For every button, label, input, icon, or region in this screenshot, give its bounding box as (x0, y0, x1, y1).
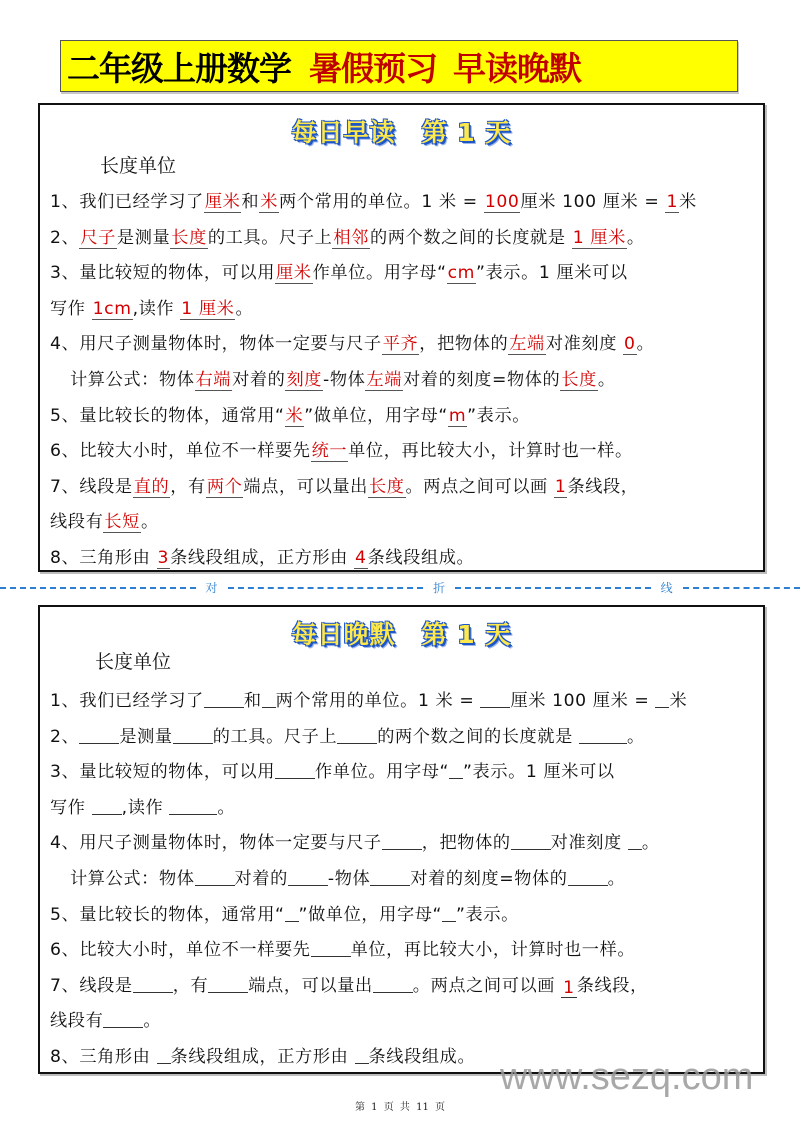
fill-blank[interactable] (195, 866, 235, 886)
line-text: -物体 (327, 868, 371, 889)
answer-text: 1 厘米 (181, 298, 235, 319)
line-text: 。 (641, 833, 660, 854)
line-text: 1、我们已经学习了 (50, 691, 204, 711)
line-text: 2、 (50, 726, 80, 747)
answer-text: 尺子 (80, 227, 116, 248)
fill-blank[interactable] (449, 759, 463, 779)
line-text: 。 (235, 298, 254, 319)
line-text: 两个常用的单位。1 米 = (279, 192, 484, 212)
fill-blank[interactable] (275, 759, 315, 779)
line-text: 5、量比较长的物体，通常用“ (50, 904, 285, 925)
answer-text: 统一 (311, 441, 348, 462)
line-text: 8、三角形由 (50, 1046, 157, 1067)
line-text: 计算公式：物体 (70, 369, 195, 390)
evening-title-day: 第 1 天 (421, 620, 512, 649)
answer-text: 直的 (133, 476, 170, 497)
line-text: 1、我们已经学习了 (50, 192, 204, 212)
text-line (50, 185, 755, 221)
banner-title-morning-evening: 早读晚默 (453, 48, 581, 88)
line-text: ，把物体的 (421, 833, 511, 854)
line-text: ”表示。 (467, 405, 531, 426)
answer-text: 长度 (561, 369, 597, 390)
answer-text: 3 (157, 547, 170, 568)
answer-text: 厘米 (204, 192, 241, 212)
line-text: 是测量 (116, 227, 171, 248)
answer-text: 刻度 (286, 369, 323, 390)
fill-blank[interactable] (382, 830, 422, 850)
morning-section-title: 长度单位 (100, 155, 177, 177)
answer-text: 1cm (92, 298, 132, 319)
text-line (50, 256, 755, 292)
line-text: 。 (217, 797, 236, 818)
line-text: 3、量比较短的物体，可以用 (50, 762, 275, 783)
fill-blank[interactable] (355, 1044, 369, 1064)
fill-blank[interactable] (655, 688, 669, 708)
text-line (50, 684, 755, 720)
fill-blank[interactable] (568, 866, 608, 886)
line-text: 的工具。尺子上 (207, 227, 333, 248)
answer-text: 米 (260, 192, 279, 212)
line-text: 作单位。用字母“ (315, 762, 450, 783)
line-text: 4、用尺子测量物体时，物体一定要与尺子 (50, 334, 382, 355)
line-text: 对着的 (234, 868, 288, 889)
line-text: 。 (607, 868, 626, 889)
fill-blank[interactable] (133, 973, 173, 993)
text-line (50, 399, 755, 435)
line-text: 。 (626, 726, 645, 747)
fold-dash (228, 587, 424, 589)
line-text: ”表示。1 厘米可以 (463, 762, 615, 783)
line-text: 米 (679, 192, 697, 212)
fold-char-3: 线 (660, 580, 673, 595)
line-text: ，有 (172, 975, 209, 996)
line-text: 是测量 (119, 726, 173, 747)
text-line (50, 221, 755, 257)
fill-blank[interactable] (285, 902, 299, 922)
text-line (50, 933, 755, 969)
line-text: 对准刻度 (550, 833, 628, 854)
text-line (50, 363, 755, 399)
text-line (50, 541, 755, 577)
answer-text: 两个 (206, 476, 243, 497)
answer-text: 平齐 (382, 334, 419, 355)
fold-dash (455, 587, 651, 589)
evening-lines (50, 684, 755, 1076)
morning-title-day: 第 1 天 (421, 118, 512, 147)
answer-text: 1 (554, 476, 567, 497)
line-text: 的两个数之间的长度就是 (377, 726, 579, 747)
text-line (50, 791, 755, 827)
text-line (50, 434, 755, 470)
line-text: 对着的刻度=物体的 (410, 868, 568, 889)
fill-blank[interactable] (579, 724, 627, 744)
answer-text: 1 厘米 (572, 227, 626, 248)
fill-blank-prefilled: 1 (563, 977, 575, 998)
page-number: 第 1 页 共 11 页 (355, 1102, 445, 1113)
morning-lines (50, 185, 755, 577)
line-text: 条线段组成，正方形由 (170, 547, 355, 568)
fill-blank[interactable] (169, 795, 217, 815)
answer-text: 长度 (171, 227, 207, 248)
line-text: 条线段组成。 (367, 547, 475, 568)
line-text: 条线段， (567, 476, 639, 497)
evening-section-title: 长度单位 (95, 651, 172, 673)
fill-blank[interactable] (79, 724, 119, 744)
line-text: 8、三角形由 (50, 547, 157, 568)
text-line (50, 292, 755, 328)
fold-line (0, 579, 800, 595)
line-text: 单位，再比较大小，计算时也一样。 (348, 441, 633, 462)
fill-blank[interactable] (442, 902, 456, 922)
fill-blank[interactable] (370, 866, 410, 886)
fill-blank[interactable] (208, 973, 248, 993)
line-text: 6、比较大小时，单位不一样要先 (50, 441, 311, 462)
banner-title-preview: 暑假预习 (309, 48, 437, 88)
line-text: 作单位。用字母“ (312, 263, 447, 284)
line-text: 和 (241, 192, 260, 212)
evening-box-title (40, 615, 763, 651)
line-text: ”做单位，用字母“ (298, 904, 443, 925)
answer-text: 4 (355, 547, 367, 568)
text-line (50, 720, 755, 756)
line-text: 和 (243, 691, 262, 711)
answer-text: 左端 (509, 334, 545, 355)
evening-dictation-box (38, 605, 765, 1074)
line-text: ”表示。1 厘米可以 (476, 263, 628, 284)
line-text: 。 (636, 334, 655, 355)
line-text: 。 (140, 512, 159, 533)
morning-box-title (40, 113, 763, 149)
fill-blank[interactable] (480, 688, 510, 708)
answer-text: 米 (285, 405, 304, 426)
morning-reading-box (38, 103, 765, 572)
line-text: 条线段组成，正方形由 (170, 1046, 355, 1067)
line-text: 线段有 (50, 512, 104, 533)
line-text: ，把物体的 (419, 334, 509, 355)
text-line (50, 505, 755, 541)
line-text: 。两点之间可以画 (405, 476, 554, 497)
line-text: 对着的刻度=物体的 (403, 369, 561, 390)
line-text: ,读作 (132, 298, 181, 319)
line-text: 厘米 100 厘米 = (510, 691, 656, 711)
line-text: 3、量比较短的物体，可以用 (50, 263, 275, 284)
text-line (50, 1004, 755, 1040)
fill-blank[interactable] (92, 795, 122, 815)
text-line (50, 898, 755, 934)
line-text: 线段有 (50, 1011, 104, 1032)
line-text: ，有 (170, 476, 206, 497)
line-text: ,读作 (121, 797, 170, 818)
line-text: 的工具。尺子上 (212, 726, 338, 747)
answer-text: m (448, 405, 467, 426)
line-text: 厘米 100 厘米 = (520, 192, 666, 212)
answer-text: cm (447, 263, 476, 284)
line-text: 对准刻度 (545, 334, 624, 355)
fold-dash (0, 587, 196, 589)
fold-char-1: 对 (205, 580, 218, 595)
fill-blank[interactable] (337, 724, 377, 744)
fill-blank[interactable] (262, 688, 276, 708)
watermark: www.sezq.com (500, 1056, 754, 1098)
text-line (50, 755, 755, 791)
fill-blank[interactable] (628, 830, 642, 850)
line-text: ”表示。 (456, 904, 519, 925)
line-text: 7、线段是 (50, 476, 133, 497)
line-text: 写作 (50, 797, 92, 818)
banner-title-grade: 二年级上册数学 (67, 48, 291, 88)
answer-text: 100 (484, 192, 520, 212)
answer-text: 0 (624, 334, 636, 355)
answer-text: 右端 (195, 369, 232, 390)
fill-blank[interactable] (157, 1044, 171, 1064)
line-text: 。两点之间可以画 (412, 975, 562, 996)
fill-blank[interactable] (311, 937, 351, 957)
fill-blank[interactable] (173, 724, 213, 744)
line-text: 两个常用的单位。1 米 = (275, 691, 481, 711)
line-text: -物体 (323, 369, 366, 390)
line-text: 单位，再比较大小，计算时也一样。 (350, 940, 636, 961)
morning-title-prefix: 每日早读 (291, 118, 396, 147)
text-line (50, 862, 755, 898)
answer-text: 厘米 (276, 263, 312, 284)
line-text: 的两个数之间的长度就是 (369, 227, 572, 248)
text-line (50, 470, 755, 506)
line-text: 端点，可以量出 (243, 476, 368, 497)
line-text: 6、比较大小时，单位不一样要先 (50, 940, 311, 961)
evening-title-prefix: 每日晚默 (291, 620, 396, 649)
line-text: 条线段， (576, 975, 648, 996)
fold-char-2: 折 (433, 580, 446, 595)
line-text: 米 (669, 691, 688, 711)
text-line (50, 826, 755, 862)
fill-blank[interactable] (103, 1008, 143, 1028)
page-banner (60, 40, 738, 92)
line-text: 7、线段是 (50, 975, 133, 996)
answer-text: 相邻 (333, 227, 369, 248)
fill-blank[interactable] (288, 866, 328, 886)
answer-text: 长度 (368, 476, 405, 497)
fill-blank[interactable] (511, 830, 551, 850)
text-line (50, 327, 755, 363)
answer-text: 左端 (366, 369, 403, 390)
line-text: 对着的 (232, 369, 286, 390)
line-text: 写作 (50, 298, 92, 319)
answer-text: 1 (666, 192, 679, 212)
line-text: 4、用尺子测量物体时，物体一定要与尺子 (50, 833, 382, 854)
fold-dash (683, 587, 800, 589)
answer-text: 长短 (104, 512, 140, 533)
text-line (50, 969, 755, 1005)
line-text: 。 (626, 227, 645, 248)
line-text: 2、 (50, 227, 80, 248)
line-text: 。 (597, 369, 616, 390)
fill-blank[interactable] (204, 688, 244, 708)
line-text: 5、量比较长的物体，通常用“ (50, 405, 285, 426)
line-text: 。 (143, 1011, 162, 1032)
line-text: 条线段组成。 (368, 1046, 476, 1067)
fill-blank[interactable] (373, 973, 413, 993)
line-text: 计算公式：物体 (70, 868, 195, 889)
line-text: 端点，可以量出 (248, 975, 373, 996)
line-text: ”做单位，用字母“ (304, 405, 448, 426)
